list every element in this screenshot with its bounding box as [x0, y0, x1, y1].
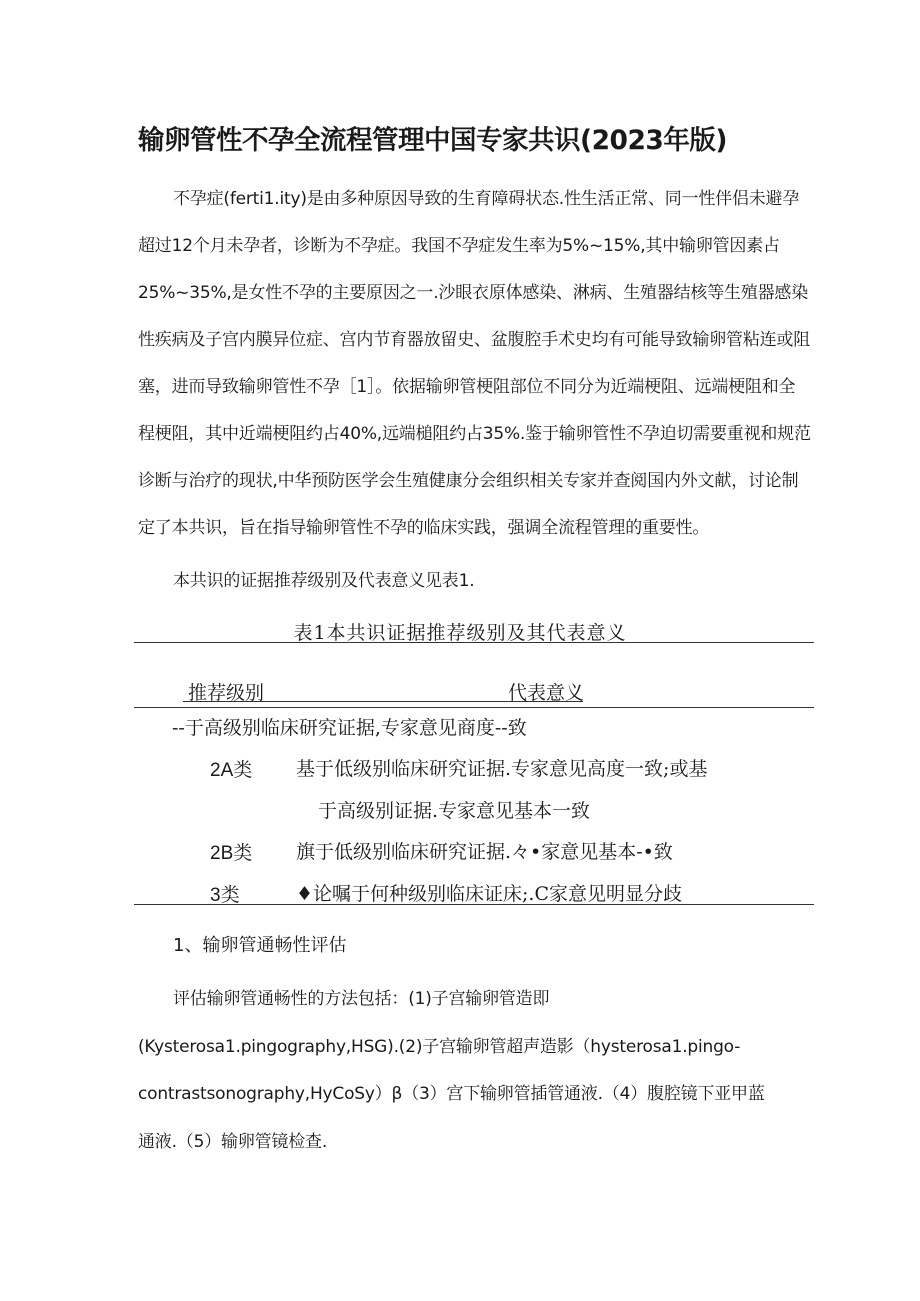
- intro-line-7: 诊断与治疗的现状,中华预防医学会生殖健康分会组织相关专家并查阅国内外文献，讨论制: [138, 471, 799, 491]
- table-row-2-text: 基于低级别临床研究证据.专家意见高度一致;或基: [296, 758, 708, 780]
- section-1-line-1: 评估输卵管通畅性的方法包括：(1)子宫输卵管造即: [173, 989, 550, 1009]
- table-header-rule: [134, 707, 814, 708]
- intro-line-4: 性疾病及子宫内膜异位症、宫内节育器放留史、盆腹腔手术史均有可能导致输卵管粘连或阻: [138, 330, 810, 350]
- intro-line-5: 塞，进而导致输卵管性不孕［1］。依据输卵管梗阻部位不同分为近端梗阻、远端梗阻和全: [138, 377, 796, 397]
- intro-line-3: 25%~35%,是女性不孕的主要原因之一.沙眼衣原体感染、淋病、生殖器结核等生殖器感染: [138, 283, 809, 303]
- section-1-line-2: (Kysterosa1.pingography,HSG).(2)子宫输卵管超声造影（hysterosa1.pingo-: [138, 1037, 741, 1057]
- table-row-4-level: 3类: [210, 885, 240, 906]
- intro-line-1: 不孕症(ferti1.ity)是由多种原因导致的生育障碍状态.性生活正常、同一性伴侣未避孕: [173, 189, 800, 209]
- table-header-underline: [183, 701, 583, 702]
- table-row-3-text: 旗于低级别临床研究证据.々•家意见基本-•致: [296, 841, 673, 863]
- section-1-line-3: contrastsonography,HyCoSy）β（3）宫下输卵管插管通液.（4）腹腔镜下亚甲蓝: [138, 1084, 765, 1104]
- table-header-level: 推荐级别: [188, 682, 265, 704]
- table-row-1-text: --于高级别临床研究证据,专家意见商度--致: [172, 717, 527, 739]
- table-header-meaning: 代表意义: [508, 682, 585, 704]
- table-row-4-text: ♦论嘱于何种级别临床证床;.C家意见明显分歧: [296, 883, 683, 905]
- intro-line-6: 程梗阻，其中近端梗阻约占40%,远端槌阻约占35%.鉴于输卵管性不孕迫切需要重视和规范: [138, 424, 811, 444]
- intro-line-8: 定了本共识，旨在指导输卵管性不孕的临床实践，强调全流程管理的重要性。: [138, 518, 710, 538]
- table-caption: 表1本共识证据推荐级别及其代表意义: [293, 622, 627, 644]
- table-row-2-level: 2A类: [210, 760, 253, 781]
- table-row-3-level: 2B类: [210, 843, 253, 864]
- document-title: 输卵管性不孕全流程管理中国专家共识(2023年版): [138, 125, 727, 156]
- section-1-line-4: 通液.（5）输卵管镜检查.: [138, 1132, 328, 1152]
- table-row-2-text-cont: 于高级别证据.专家意见基本一致: [318, 800, 591, 822]
- section-1-heading: 1、输卵管通畅性评估: [173, 935, 347, 956]
- intro-line-2: 超过12个月未孕者，诊断为不孕症。我国不孕症发生率为5%~15%,其中输卵管因素占: [138, 236, 780, 256]
- table-bottom-rule: [134, 904, 814, 905]
- table-top-rule: [134, 642, 814, 643]
- table-reference: 本共识的证据推荐级别及代表意义见表1.: [173, 571, 475, 591]
